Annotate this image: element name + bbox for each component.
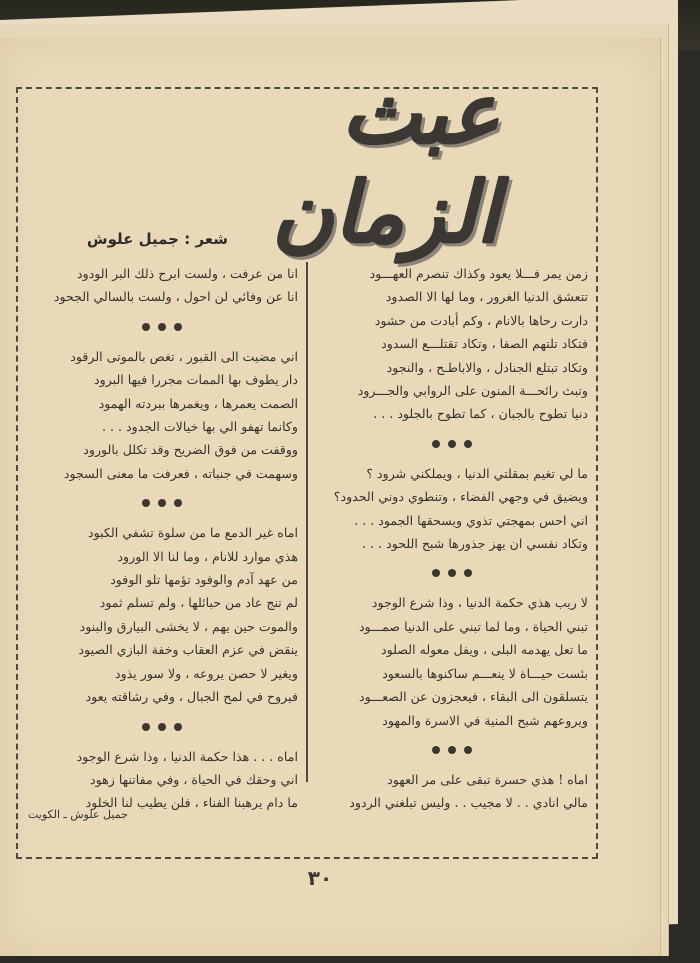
verse-line: اني مضيت الى القبور ، تغص بالموتى الرقود: [70, 348, 298, 364]
verse-line: زمن يمر فـــلا يعود وكذاك تنصرم العهـــود: [369, 266, 588, 281]
verse-line: ما تعل يهدمه البلى ، ويفل معوله الصلود: [381, 642, 588, 658]
dot-icon: [174, 723, 182, 731]
stanza-separator: [316, 426, 588, 462]
dot-icon: [142, 723, 150, 731]
verse-line: تبني الحياة ، وما لما تبني على الدنيا صمـــود: [358, 618, 588, 634]
stanza-8: [26, 745, 298, 815]
dot-icon: [432, 569, 440, 577]
stanza-separator: [26, 309, 298, 345]
verse-line: من عهد آدم والوفود تؤمها تلو الوفود: [110, 572, 298, 588]
verse-line: فيروح في لمح الجبال ، وفي رشاقته يعود: [85, 689, 298, 705]
dot-icon: [142, 499, 150, 507]
verse-line: ما دام يرهبنا الفناء ، فلن يطيب لنا الخلود: [85, 795, 298, 811]
verse-line: الصمت يعمرها ، ويغمرها ببردته الهمود: [98, 395, 298, 411]
dot-icon: [448, 569, 456, 577]
verse-line: وتبث رائحـــة المنون على الروابي والجـــرود: [357, 383, 588, 399]
verse-line: فتكاد تلتهم الصفا ، وتكاد تقتلـــع السدود: [381, 336, 588, 352]
stanza-7: [26, 521, 298, 708]
dot-icon: [432, 440, 440, 448]
verse-line: دنيا تطوح بالجبان ، كما تطوح بالجلود . . .: [373, 406, 588, 422]
verse-line: دارت رحاها بالانام ، وكم أبادت من حشود: [374, 312, 588, 328]
verse-line: ويغير لا حصن يروعه ، ولا سور يذود: [115, 665, 298, 681]
verse-line: وسهمت في جنباته ، فعرفت ما معنى السجود: [63, 465, 298, 481]
dot-icon: [464, 440, 472, 448]
verse-line: دار يطوف بها الممات مجررا فيها البرود: [94, 372, 298, 388]
verse-line: اماه . . . هذا حكمة الدنيا ، وذا شرع الوجود: [76, 748, 298, 764]
stanza-separator: [316, 732, 588, 768]
dot-icon: [432, 746, 440, 754]
verse-line: وكانما تهفو الي بها خيالات الجدود . . .: [102, 419, 298, 435]
poem-title: عبث الزمان: [272, 63, 500, 262]
verse-line: اماه غير الدمع ما من سلوة تشفي الكبود: [88, 525, 298, 541]
verse-line: ما لي تغيم بمقلتي الدنيا ، ويملكني شرود ؟: [366, 465, 588, 481]
verse-line: مالي انادي . . لا مجيب . . وليس تبلغني الردود: [349, 795, 588, 811]
stanza-separator: [316, 555, 588, 591]
verse-line: لم تنج عاد من حبائلها ، ولم تسلم ثمود: [99, 595, 298, 611]
stanza-3: [316, 591, 588, 731]
verse-line: لا ريب هذي حكمة الدنيا ، وذا شرع الوجود: [371, 595, 588, 611]
author-signature: جميل علوش ـ الكويت: [28, 808, 128, 821]
stanza-separator: [26, 485, 298, 521]
verse-line: اماه ! هذي حسرة تبقى على مر العهود: [387, 771, 588, 787]
verse-line: هذي موارد للانام ، وما لنا الا الورود: [117, 548, 298, 564]
verse-line: يتسلقون الى البقاء ، فيعجزون عن الصعـــود: [359, 689, 588, 705]
dot-icon: [464, 569, 472, 577]
stanza-2: [316, 462, 588, 556]
dot-icon: [448, 746, 456, 754]
verse-line: ووقفت من فوق الضريح وقد تكلل بالورود: [83, 442, 298, 458]
verse-line: ويروعهم شبح المنية في الاسرة والمهود: [382, 712, 588, 728]
verse-line: وتكاد تبتلع الجنادل ، والاباطـح ، والنجود: [386, 359, 588, 375]
dot-icon: [174, 323, 182, 331]
poet-byline: شعر : جميل علوش: [86, 230, 228, 248]
verse-line: ينقض في عزم العقاب وخفة البازي الصيود: [78, 642, 298, 658]
dot-icon: [158, 323, 166, 331]
verse-line: اني احس بمهجتي تذوي ويسحقها الجمود . . .: [354, 512, 588, 528]
verse-line: اني وحقك في الحياة ، وفي مفاتنها زهود: [90, 771, 298, 787]
stanza-5: [26, 262, 298, 309]
verse-line: والموت حين يهم ، لا يخشى البيارق والبنود: [79, 618, 298, 634]
stanza-1: [316, 262, 588, 426]
dot-icon: [464, 746, 472, 754]
column-divider: [306, 262, 308, 782]
verse-line: انا من عرفت ، ولست ابرح ذلك البر الودود: [77, 266, 298, 281]
dot-icon: [448, 440, 456, 448]
verse-line: بئست حيـــاة لا ينعـــم ساكنوها بالسعود: [382, 665, 588, 681]
stanza-4: [316, 768, 588, 815]
dot-icon: [174, 499, 182, 507]
stanza-separator: [26, 709, 298, 745]
verse-line: ويضيق في وجهي الفضاء ، وتنطوي دوني الحدود؟: [333, 489, 588, 505]
page-number: ٣٠: [307, 866, 333, 890]
dot-icon: [158, 499, 166, 507]
verse-line: انا عن وفائي لن احول ، ولست بالسالي الجحود: [53, 289, 298, 305]
dot-icon: [158, 723, 166, 731]
right-column: [316, 262, 588, 815]
verse-line: وتكاد نفسي ان يهز جذورها شبح اللحود . . .: [362, 536, 588, 552]
left-column: [26, 262, 298, 815]
dot-icon: [142, 323, 150, 331]
verse-line: تتعشق الدنيا الغرور ، وما لها الا الصدود: [385, 289, 588, 305]
stanza-6: [26, 345, 298, 485]
